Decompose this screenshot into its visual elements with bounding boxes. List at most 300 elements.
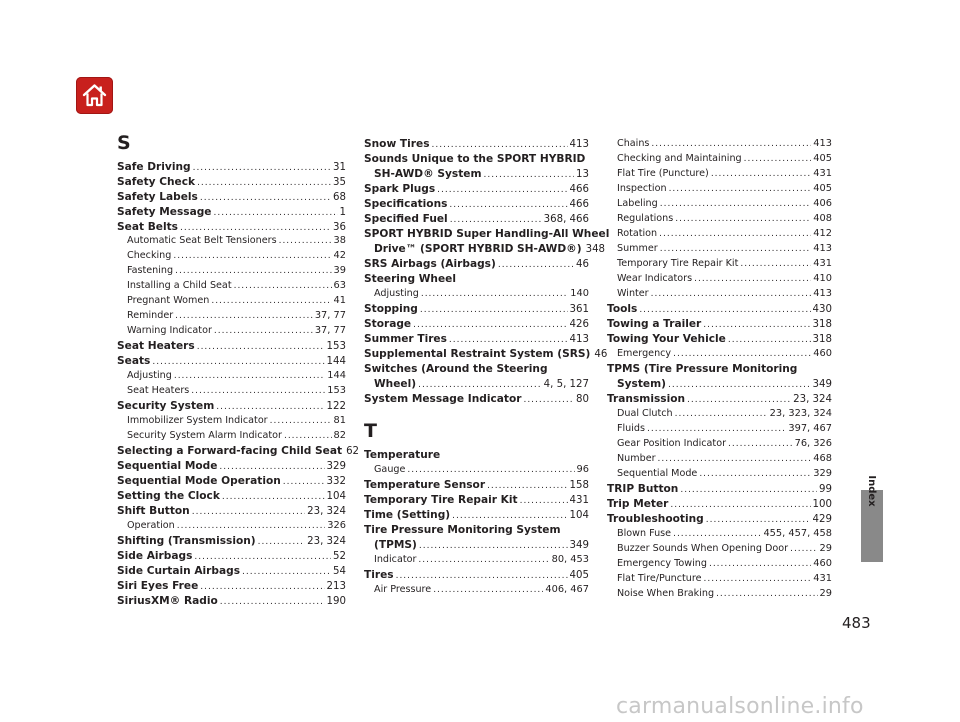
dot-leader [418, 553, 549, 567]
index-entry[interactable] [374, 242, 606, 257]
home-button[interactable] [76, 77, 113, 114]
dot-leader [175, 309, 313, 323]
dot-leader [520, 494, 568, 508]
entry-term: Fluids [617, 423, 646, 434]
dot-leader [660, 197, 812, 211]
dot-leader [668, 378, 811, 392]
dot-leader [675, 212, 811, 226]
entry-term: Flat Tire/Puncture [617, 573, 702, 584]
index-subentry[interactable] [617, 407, 832, 421]
index-entry[interactable] [607, 392, 832, 407]
page-reference[interactable]: 332 [326, 476, 346, 487]
entry-term: Flat Tire (Puncture) [617, 168, 709, 179]
entry-term: Blown Fuse [617, 528, 672, 539]
page-reference[interactable]: 426 [569, 319, 589, 330]
index-entry [364, 152, 589, 166]
index-subentry[interactable] [127, 519, 346, 533]
page-reference[interactable]: 413 [569, 139, 589, 150]
index-entry[interactable] [117, 594, 346, 609]
entry-term: Safety Check [117, 176, 196, 188]
dot-leader [450, 213, 542, 227]
dot-leader [197, 176, 331, 190]
entry-term: Security System Alarm Indicator [127, 430, 282, 441]
entry-term: Emergency [617, 348, 672, 359]
page-reference[interactable]: 41 [333, 295, 346, 306]
index-entry[interactable] [117, 444, 360, 459]
dot-leader [284, 429, 332, 443]
entry-term: Inspection [617, 183, 667, 194]
entry-term: Summer Tires [364, 333, 447, 345]
index-entry[interactable] [117, 354, 346, 369]
index-subentry[interactable] [127, 249, 346, 263]
page-reference[interactable]: 63 [333, 280, 346, 291]
entry-term: Tools [607, 303, 638, 315]
dot-leader [651, 287, 812, 301]
index-entry[interactable] [364, 508, 589, 523]
index-entry[interactable] [117, 579, 346, 594]
page-number: 483 [842, 614, 871, 632]
dot-leader [197, 340, 325, 354]
index-entry [364, 362, 589, 376]
entry-term: Specified Fuel [364, 213, 448, 225]
index-subentry[interactable] [617, 152, 832, 166]
entry-term: Winter [617, 288, 649, 299]
entry-term: Temperature [364, 449, 441, 461]
page-reference[interactable]: 431 [569, 495, 589, 506]
entry-term: Checking and Maintaining [617, 153, 742, 164]
index-subentry[interactable] [127, 384, 346, 398]
dot-leader [449, 198, 567, 212]
index-entry[interactable] [364, 392, 589, 407]
index-subentry[interactable] [127, 429, 346, 443]
index-entry[interactable] [117, 160, 346, 175]
page-reference[interactable]: 460 [813, 558, 832, 569]
page-reference[interactable]: 140 [570, 288, 589, 299]
page-reference[interactable]: 412 [813, 228, 832, 239]
dot-leader [728, 437, 793, 451]
entry-term: Operation [127, 520, 175, 531]
dot-leader [242, 565, 331, 579]
entry-term: Reminder [127, 310, 174, 321]
index-entry[interactable] [117, 399, 346, 414]
entry-term: Temporary Tire Repair Kit [364, 494, 518, 506]
index-subentry[interactable] [617, 437, 832, 451]
page-reference[interactable]: 397, 467 [788, 423, 832, 434]
index-entry[interactable] [607, 302, 832, 317]
dot-leader [418, 378, 542, 392]
index-subentry[interactable] [127, 264, 346, 278]
dot-leader [173, 249, 331, 263]
entry-term: Temporary Tire Repair Kit [617, 258, 739, 269]
page-reference[interactable]: 23, 323, 324 [769, 408, 832, 419]
page-reference[interactable]: 104 [326, 491, 346, 502]
index-entry[interactable] [374, 538, 589, 553]
entry-term: Installing a Child Seat [127, 280, 232, 291]
index-subentry[interactable] [127, 294, 346, 308]
page-reference[interactable]: 38 [333, 235, 346, 246]
index-entry[interactable] [607, 332, 832, 347]
entry-term: Seat Heaters [117, 340, 195, 352]
page-reference[interactable]: 23, 324 [307, 506, 346, 517]
page-reference[interactable]: 413 [813, 288, 832, 299]
page-reference[interactable]: 35 [333, 177, 346, 188]
index-entry[interactable] [607, 317, 832, 332]
page-reference[interactable]: 158 [569, 480, 589, 491]
page-reference[interactable]: 104 [569, 510, 589, 521]
page-reference[interactable]: 318 [812, 319, 832, 330]
index-subentry[interactable] [617, 542, 832, 556]
page-reference[interactable]: 29 [819, 588, 832, 599]
dot-leader [711, 167, 811, 181]
dot-leader [194, 550, 331, 564]
page-reference[interactable]: 408 [813, 213, 832, 224]
entry-term: Shifting (Transmission) [117, 535, 256, 547]
entry-term: Time (Setting) [364, 509, 451, 521]
dot-leader [706, 513, 811, 527]
index-subentry[interactable] [617, 527, 832, 541]
page-reference[interactable]: 62 [346, 446, 360, 457]
dot-leader [216, 400, 324, 414]
index-subentry[interactable] [374, 553, 589, 567]
entry-term: Sequential Mode [617, 468, 698, 479]
entry-term: Checking [127, 250, 172, 261]
entry-term: Selecting a Forward-facing Child Seat [117, 445, 343, 457]
dot-leader [419, 539, 568, 553]
index-entry [607, 362, 832, 376]
dot-leader [694, 272, 811, 286]
page-reference[interactable]: 96 [576, 464, 589, 475]
dot-leader [523, 393, 574, 407]
index-subentry[interactable] [617, 572, 832, 586]
index-entry[interactable] [364, 568, 589, 583]
index-entry[interactable] [117, 220, 346, 235]
entry-term: TRIP Button [607, 483, 679, 495]
entry-term: Setting the Clock [117, 490, 220, 502]
dot-leader [214, 206, 338, 220]
page-reference[interactable]: 37, 77 [314, 310, 346, 321]
entry-term: Tire Pressure Monitoring System [364, 524, 561, 536]
index-subentry[interactable] [617, 347, 832, 361]
page-reference[interactable]: 52 [333, 551, 346, 562]
index-entry [364, 448, 589, 462]
page-reference[interactable]: 37, 77 [314, 325, 346, 336]
index-subentry[interactable] [617, 167, 832, 181]
page-reference[interactable]: 413 [813, 138, 832, 149]
index-subentry[interactable] [617, 227, 832, 241]
dot-leader [421, 287, 568, 301]
page-reference[interactable]: 405 [569, 570, 589, 581]
dot-leader [673, 347, 811, 361]
entry-term: SH-AWD® System [374, 168, 482, 180]
index-subentry[interactable] [617, 467, 832, 481]
entry-term: Adjusting [127, 370, 172, 381]
dot-leader [175, 264, 331, 278]
index-entry[interactable] [607, 497, 832, 512]
page-reference[interactable]: 361 [569, 304, 589, 315]
entry-term: Security System [117, 400, 215, 412]
dot-leader [673, 527, 761, 541]
page-reference[interactable]: 23, 324 [793, 394, 832, 405]
dot-leader [699, 467, 811, 481]
dot-leader [214, 324, 313, 338]
page-reference[interactable]: 36 [333, 222, 346, 233]
page-reference[interactable]: 46 [594, 349, 608, 360]
page-reference[interactable]: 413 [813, 243, 832, 254]
entry-term: Wear Indicators [617, 273, 693, 284]
index-entry[interactable] [374, 167, 589, 182]
entry-term: Specifications [364, 198, 448, 210]
index-entry[interactable] [364, 137, 589, 152]
index-entry [364, 523, 589, 537]
entry-term: Supplemental Restraint System (SRS) [364, 348, 591, 360]
index-entry[interactable] [364, 302, 589, 317]
index-subentry[interactable] [127, 309, 346, 323]
index-entry[interactable] [617, 377, 832, 392]
page-reference[interactable]: 406, 467 [545, 584, 589, 595]
dot-leader [420, 303, 568, 317]
index-entry[interactable] [374, 377, 589, 392]
entry-term: Pregnant Women [127, 295, 210, 306]
entry-term: Sequential Mode Operation [117, 475, 281, 487]
index-subentry[interactable] [374, 583, 589, 597]
index-subentry[interactable] [617, 257, 832, 271]
dot-leader [687, 393, 791, 407]
entry-term: Stopping [364, 303, 418, 315]
page-reference[interactable]: 431 [813, 168, 832, 179]
dot-leader [709, 557, 811, 571]
page-reference[interactable]: 413 [569, 334, 589, 345]
dot-leader [675, 407, 768, 421]
page-reference[interactable]: 329 [813, 468, 832, 479]
index-subentry[interactable] [374, 463, 589, 477]
entry-term: Sounds Unique to the SPORT HYBRID [364, 153, 586, 165]
entry-term: Sequential Mode [117, 460, 218, 472]
entry-term: Drive™ (SPORT HYBRID SH-AWD®) [374, 243, 582, 255]
dot-leader [234, 279, 332, 293]
index-entry[interactable] [364, 197, 589, 212]
page-reference[interactable]: 429 [812, 514, 832, 525]
page-reference[interactable]: 431 [813, 573, 832, 584]
entry-term: Regulations [617, 213, 674, 224]
page-reference[interactable]: 326 [327, 520, 346, 531]
entry-term: Towing a Trailer [607, 318, 702, 330]
entry-term: Wheel) [374, 378, 417, 390]
index-subentry[interactable] [617, 287, 832, 301]
page-reference[interactable]: 80, 453 [551, 554, 589, 565]
page-reference[interactable]: 42 [333, 250, 346, 261]
index-entry[interactable] [117, 489, 346, 504]
dot-leader [152, 355, 324, 369]
dot-leader [740, 257, 811, 271]
home-icon [81, 82, 108, 109]
entry-term: Noise When Braking [617, 588, 715, 599]
dot-leader [200, 580, 324, 594]
entry-term: Seats [117, 355, 151, 367]
index-entry[interactable] [364, 478, 589, 493]
dot-leader [452, 509, 567, 523]
page-reference[interactable]: 153 [327, 385, 346, 396]
index-subentry[interactable] [374, 287, 589, 301]
index-subentry[interactable] [617, 557, 832, 571]
watermark: carmanualsonline.info [616, 694, 864, 719]
entry-term: Summer [617, 243, 658, 254]
dot-leader [728, 333, 811, 347]
page-reference[interactable]: 348 [585, 244, 606, 255]
page-reference[interactable]: 349 [812, 379, 832, 390]
dot-leader [716, 587, 817, 601]
index-entry[interactable] [364, 212, 589, 227]
index-subentry[interactable] [617, 242, 832, 256]
index-entry[interactable] [117, 339, 346, 354]
index-subentry[interactable] [127, 234, 346, 248]
index-subentry[interactable] [617, 197, 832, 211]
index-entry[interactable] [364, 493, 589, 508]
entry-term: System) [617, 378, 666, 390]
index-entry[interactable] [364, 347, 608, 362]
page-reference[interactable]: 122 [326, 401, 346, 412]
page-reference[interactable]: 430 [812, 304, 832, 315]
page-reference[interactable]: 81 [333, 415, 346, 426]
index-entry[interactable] [117, 504, 346, 519]
dot-leader [193, 161, 331, 175]
page-reference[interactable]: 31 [333, 162, 346, 173]
page-reference[interactable]: 466 [569, 199, 589, 210]
index-entry[interactable] [117, 175, 346, 190]
page-reference[interactable]: 80 [576, 394, 589, 405]
index-subentry[interactable] [617, 422, 832, 436]
entry-term: Temperature Sensor [364, 479, 486, 491]
dot-leader [177, 519, 326, 533]
entry-term: Trip Meter [607, 498, 669, 510]
index-subentry[interactable] [617, 182, 832, 196]
index-entry[interactable] [117, 474, 346, 489]
entry-term: Safe Driving [117, 161, 191, 173]
entry-term: Gear Position Indicator [617, 438, 727, 449]
index-subentry[interactable] [617, 272, 832, 286]
dot-leader [200, 191, 331, 205]
page-reference[interactable]: 405 [813, 183, 832, 194]
page-reference[interactable]: 213 [326, 581, 346, 592]
entry-term: Transmission [607, 393, 686, 405]
index-subentry[interactable] [127, 324, 346, 338]
dot-leader [279, 234, 332, 248]
page-reference[interactable]: 431 [813, 258, 832, 269]
page-reference[interactable]: 318 [812, 334, 832, 345]
page-reference[interactable]: 455, 457, 458 [763, 528, 832, 539]
index-entry[interactable] [117, 459, 346, 474]
index-subentry[interactable] [127, 414, 346, 428]
page-reference[interactable]: 68 [333, 192, 346, 203]
dot-leader [658, 452, 812, 466]
page-reference[interactable]: 100 [812, 499, 832, 510]
page-reference[interactable]: 405 [813, 153, 832, 164]
dot-leader [220, 595, 325, 609]
index-entry[interactable] [607, 512, 832, 527]
dot-leader [449, 333, 568, 347]
entry-term: Siri Eyes Free [117, 580, 199, 592]
page-reference[interactable]: 144 [326, 356, 346, 367]
index-entry[interactable] [117, 549, 346, 564]
dot-leader [270, 414, 332, 428]
dot-leader [174, 369, 325, 383]
index-entry[interactable] [607, 482, 832, 497]
entry-term: Fastening [127, 265, 174, 276]
page-reference[interactable]: 13 [576, 169, 589, 180]
page-reference[interactable]: 23, 324 [307, 536, 346, 547]
index-entry[interactable] [117, 564, 346, 579]
dot-leader [484, 168, 575, 182]
entry-term: Rotation [617, 228, 658, 239]
page-reference[interactable]: 368, 466 [543, 214, 589, 225]
index-entry[interactable] [364, 317, 589, 332]
entry-term: Labeling [617, 198, 658, 209]
entry-term: TPMS (Tire Pressure Monitoring [607, 363, 798, 375]
index-entry[interactable] [364, 332, 589, 347]
dot-leader [669, 182, 812, 196]
page-reference[interactable]: 466 [569, 184, 589, 195]
entry-term: Emergency Towing [617, 558, 707, 569]
page-reference[interactable]: 76, 326 [794, 438, 832, 449]
page-reference[interactable]: 406 [813, 198, 832, 209]
page-reference[interactable]: 144 [327, 370, 346, 381]
page-reference[interactable]: 99 [819, 484, 832, 495]
index-entry[interactable] [117, 205, 346, 220]
index-letter-heading: S [117, 132, 131, 154]
page-reference[interactable]: 39 [333, 265, 346, 276]
entry-term: Towing Your Vehicle [607, 333, 726, 345]
page-reference[interactable]: 29 [819, 543, 832, 554]
page-reference[interactable]: 468 [813, 453, 832, 464]
index-subentry[interactable] [127, 369, 346, 383]
index-subentry[interactable] [617, 212, 832, 226]
entry-term: SPORT HYBRID Super Handling-All Wheel [364, 228, 610, 240]
index-subentry[interactable] [617, 452, 832, 466]
entry-term: Safety Labels [117, 191, 198, 203]
page-reference[interactable]: 4, 5, 127 [543, 379, 589, 390]
index-entry[interactable] [117, 190, 346, 205]
page-reference[interactable]: 410 [813, 273, 832, 284]
dot-leader [639, 303, 810, 317]
page-reference[interactable]: 329 [326, 461, 346, 472]
page-reference[interactable]: 153 [326, 341, 346, 352]
page-reference[interactable]: 1 [339, 207, 346, 218]
dot-leader [704, 572, 812, 586]
index-entry[interactable] [117, 534, 346, 549]
dot-leader [211, 294, 331, 308]
index-subentry[interactable] [127, 279, 346, 293]
page-reference[interactable]: 190 [326, 596, 346, 607]
index-entry[interactable] [364, 257, 589, 272]
page-reference[interactable]: 46 [576, 259, 589, 270]
dot-leader [744, 152, 812, 166]
dot-leader [651, 137, 811, 151]
entry-term: Buzzer Sounds When Opening Door [617, 543, 789, 554]
index-subentry[interactable] [617, 587, 832, 601]
page-reference[interactable]: 460 [813, 348, 832, 359]
index-entry[interactable] [364, 182, 589, 197]
entry-term: Seat Belts [117, 221, 178, 233]
page-reference[interactable]: 82 [333, 430, 346, 441]
dot-leader [413, 318, 567, 332]
entry-term: Seat Heaters [127, 385, 190, 396]
page-reference[interactable]: 54 [333, 566, 346, 577]
dot-leader [680, 483, 817, 497]
index-subentry[interactable] [617, 137, 832, 151]
entry-term: Side Curtain Airbags [117, 565, 241, 577]
entry-term: Automatic Seat Belt Tensioners [127, 235, 277, 246]
page-reference[interactable]: 349 [569, 540, 589, 551]
entry-term: Air Pressure [374, 584, 432, 595]
